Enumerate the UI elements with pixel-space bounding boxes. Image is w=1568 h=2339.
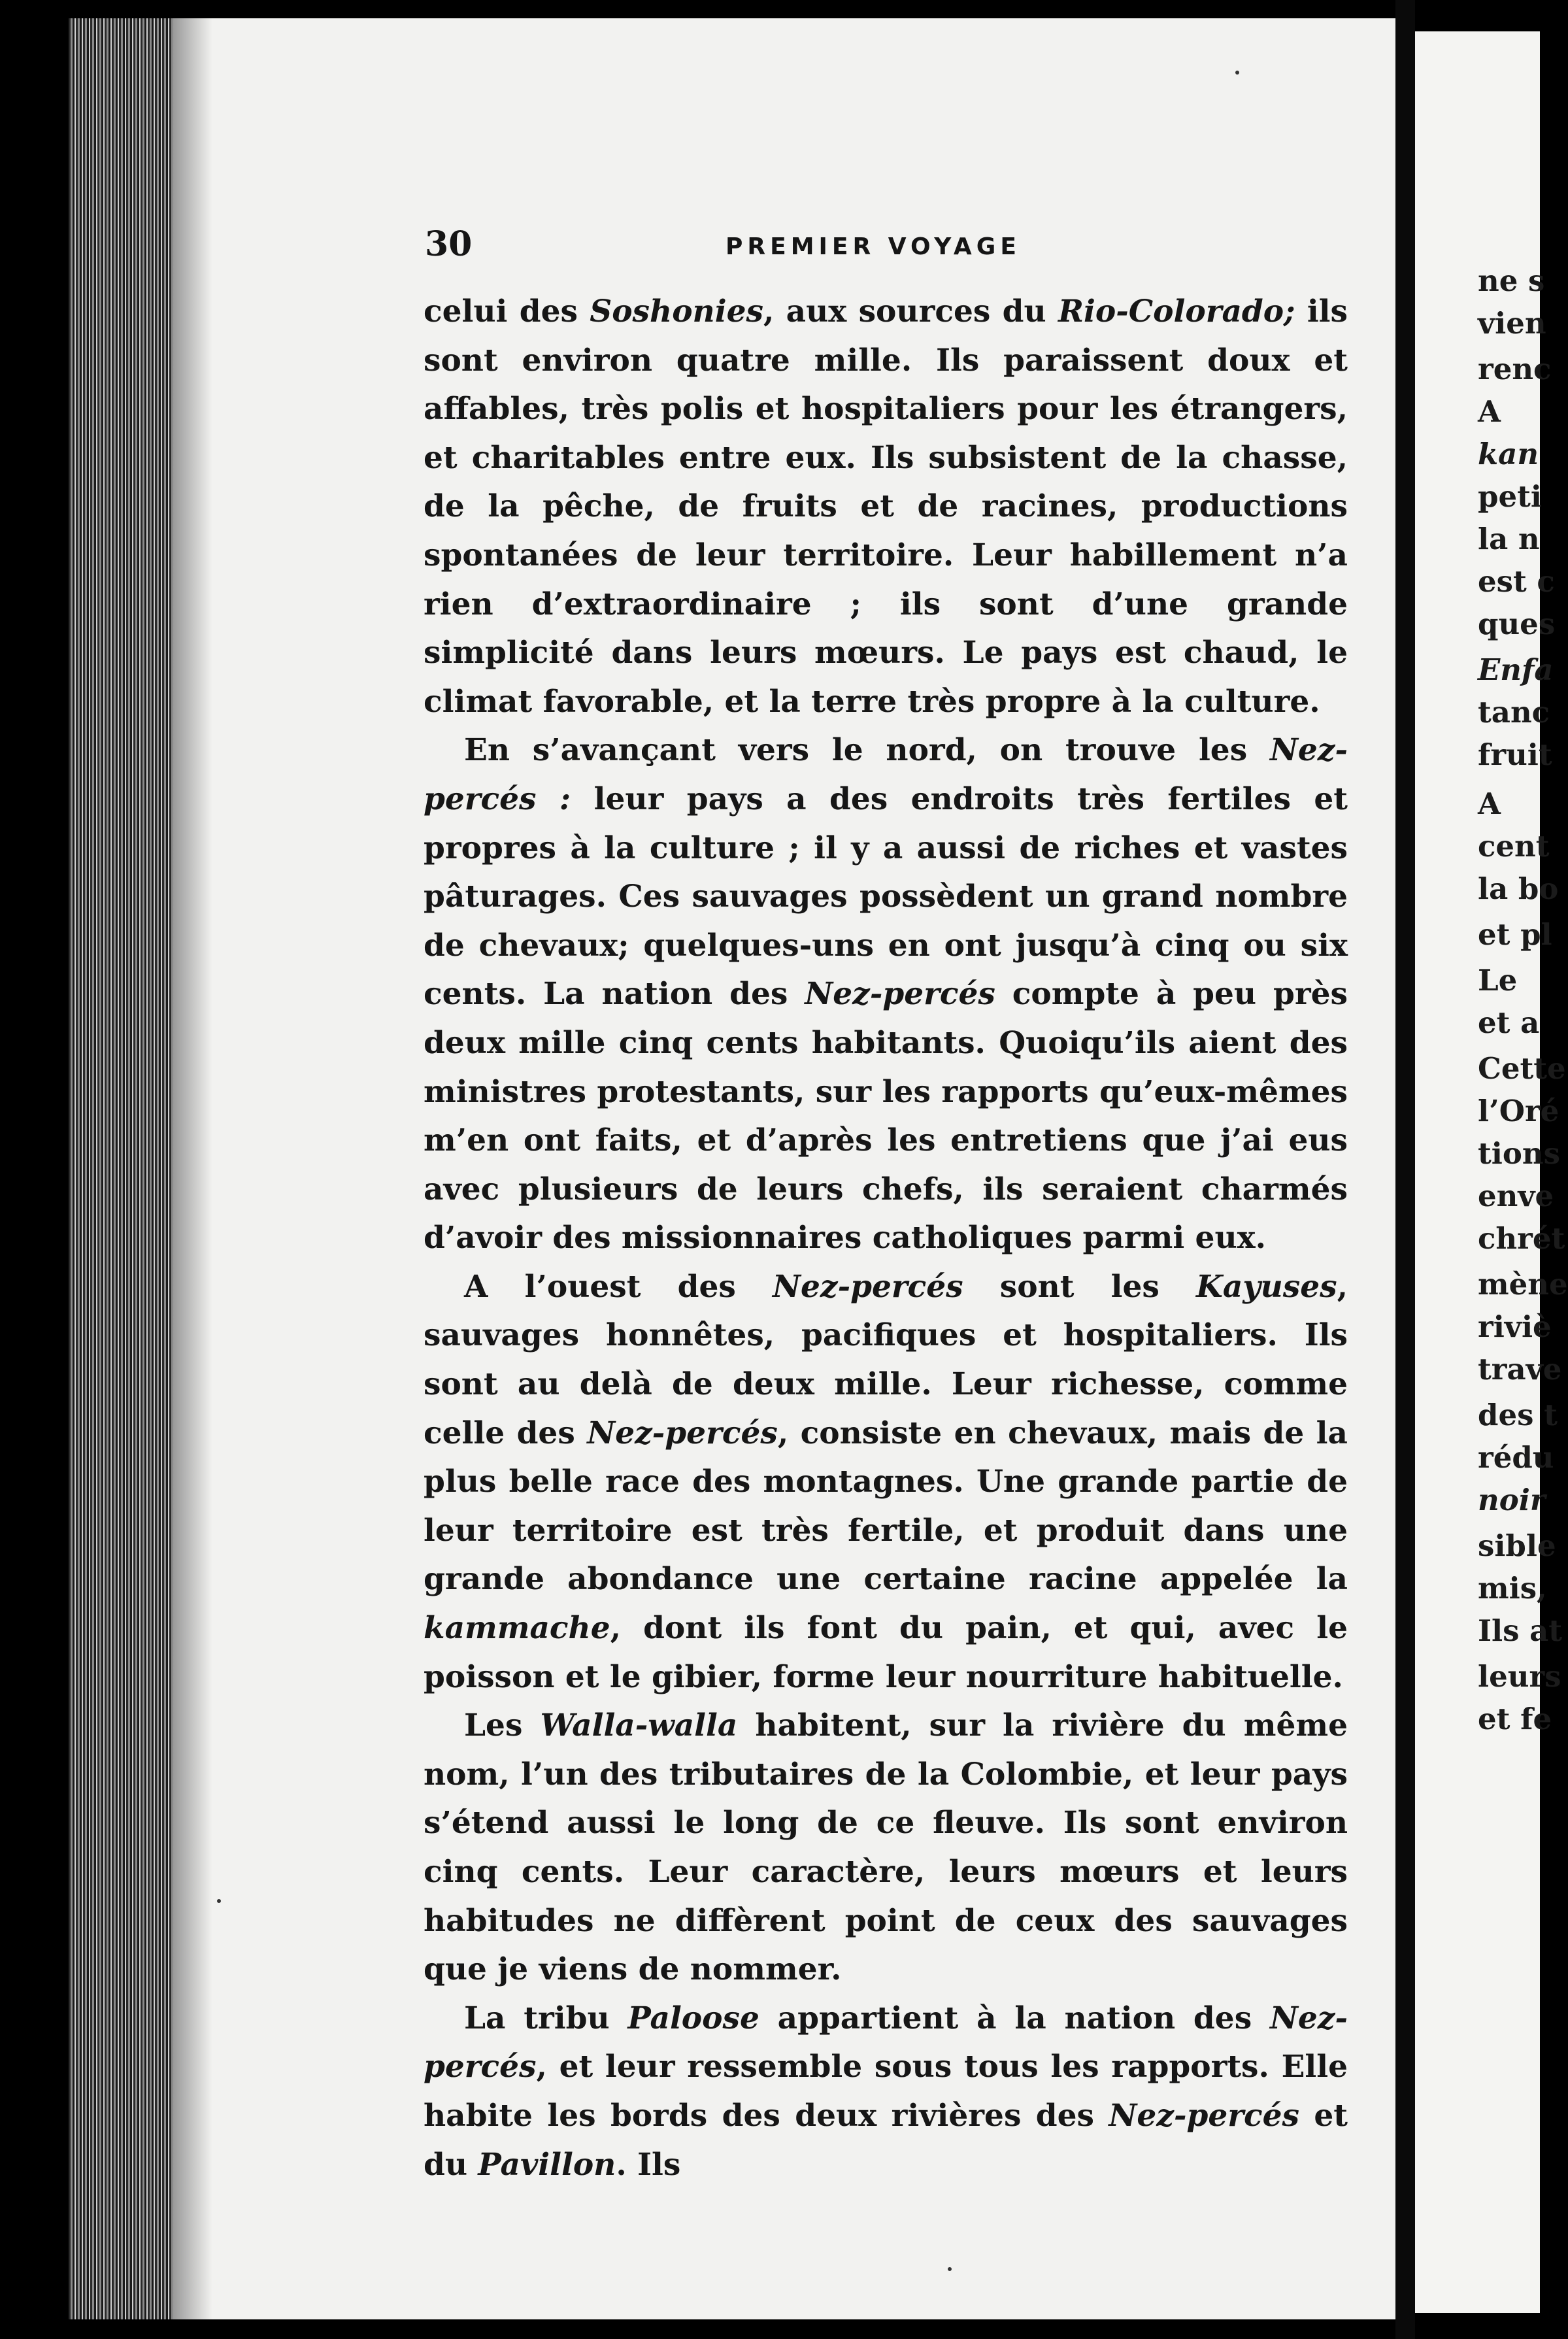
paragraph xyxy=(424,1702,1348,1994)
facing-page-line: renc xyxy=(1478,352,1552,386)
text-run: , aux sources du xyxy=(763,294,1058,329)
text-run: sont les xyxy=(963,1268,1197,1305)
italic-text-run: Pavillon xyxy=(478,2146,616,2183)
text-run: et du xyxy=(424,2097,1348,2183)
facing-page-line: trave xyxy=(1478,1352,1562,1387)
facing-page-line: tanc xyxy=(1478,695,1550,730)
facing-page-line: vien xyxy=(1478,306,1546,341)
facing-page-line: kan xyxy=(1478,437,1539,471)
facing-page-line: des t xyxy=(1478,1398,1558,1432)
text-run: leur pays a des endroits très fertiles et propres à la culture ; il y a aussi de riches et vastes pâturages. Ces sauvages possèdent un grand nombre de chevaux; quelques-uns en ont jusqu’à cinq ou six cents. La nation des xyxy=(424,781,1348,1013)
italic-text-run: Paloose xyxy=(627,2000,759,2036)
scan-speck xyxy=(217,1899,221,1903)
text-run: , sauvages honnêtes, pacifiques et hospitaliers. Ils sont au delà de deux mille. Leur richesse, comme celle des xyxy=(424,1268,1348,1451)
facing-page-line: noir xyxy=(1478,1483,1546,1517)
facing-page-line: tions xyxy=(1478,1136,1560,1171)
facing-page-line: A xyxy=(1478,786,1501,821)
facing-page-line: sible xyxy=(1478,1528,1556,1563)
paragraph xyxy=(424,1263,1348,1702)
facing-page-line: est c xyxy=(1478,564,1555,599)
facing-page-line: Ils at xyxy=(1478,1613,1563,1648)
facing-page-line: fruit xyxy=(1478,737,1552,772)
text-run: appartient à la nation des xyxy=(759,2000,1270,2036)
paragraph xyxy=(424,726,1348,1263)
paragraph xyxy=(424,288,1348,726)
facing-page-line: A xyxy=(1478,394,1501,429)
text-run: celui des xyxy=(424,294,590,329)
text-run: La tribu xyxy=(464,2000,628,2036)
book-gutter xyxy=(1395,0,1415,2339)
facing-page-line: mis, xyxy=(1478,1571,1547,1606)
italic-text-run: Kayuses xyxy=(1196,1268,1337,1305)
facing-page-line: et fe xyxy=(1478,1702,1552,1736)
facing-page-line: mène xyxy=(1478,1267,1568,1302)
italic-text-run: kammache xyxy=(424,1610,610,1647)
facing-page-line: ques xyxy=(1478,607,1556,641)
facing-page-line: et a xyxy=(1478,1005,1540,1040)
page-block-edges xyxy=(69,18,173,2319)
facing-page-line: rédu xyxy=(1478,1440,1554,1475)
text-run: A l’ouest des xyxy=(464,1268,773,1305)
paragraph xyxy=(424,1994,1348,2189)
italic-text-run: Nez-percés xyxy=(773,1268,963,1305)
page-edge-shadow xyxy=(173,18,212,2319)
facing-page xyxy=(1415,31,1568,2313)
facing-page-line: la bo xyxy=(1478,871,1559,906)
facing-page-line: Enfa xyxy=(1478,652,1554,687)
text-run: Les xyxy=(464,1708,541,1744)
italic-text-run: Soshonies xyxy=(590,294,763,329)
facing-page-line: Le xyxy=(1478,963,1518,998)
italic-text-run: Nez-percés : xyxy=(424,732,1348,817)
facing-page-line: cent xyxy=(1478,829,1550,864)
page-number: 30 xyxy=(425,224,473,264)
facing-page-line: la n xyxy=(1478,522,1540,556)
text-run: . Ils xyxy=(616,2146,681,2183)
facing-page-line: ne s xyxy=(1478,263,1545,298)
text-run: En s’avançant vers le nord, on trouve les xyxy=(464,732,1270,769)
italic-text-run: Nez-percés xyxy=(587,1415,778,1451)
facing-page-line: enve xyxy=(1478,1179,1554,1213)
italic-text-run: Nez-percés xyxy=(1109,2097,1299,2134)
text-run: compte à peu près deux mille cinq cents habitants. Quoiqu’ils aient des ministres protestants, sur les rapports qu’eux-mêmes m’en ont faits, et d’après les entretiens que j’ai eus avec plusieurs de leurs chefs, ils seraient charmés d’avoir des missionnaires catholiques parmi eux. xyxy=(424,976,1348,1256)
running-title: PREMIER VOYAGE xyxy=(726,233,1021,260)
facing-page-line: riviè xyxy=(1478,1309,1552,1344)
facing-page-line: leurs xyxy=(1478,1659,1561,1694)
text-run: , et leur ressemble sous tous les rapports. Elle habite les bords des deux rivières des xyxy=(424,2049,1348,2134)
facing-page-line: et pl xyxy=(1478,917,1552,952)
italic-text-run: Walla-walla xyxy=(540,1708,738,1744)
text-run: habitent, sur la rivière du même nom, l’un des tributaires de la Colombie, et leur pays s’étend aussi le long de ce fleuve. Ils sont environ cinq cents. Leur caractère, leurs mœurs et leurs habitudes ne diffèrent point de ceux des sauvages que je viens de nommer. xyxy=(424,1708,1348,1988)
facing-page-line: Cette xyxy=(1478,1051,1566,1086)
text-run: , dont ils font du pain, et qui, avec le poisson et le gibier, forme leur nourriture habituelle. xyxy=(424,1610,1348,1695)
facing-page-line: peti xyxy=(1478,479,1542,514)
scan-speck xyxy=(1235,71,1239,75)
body-text xyxy=(424,288,1348,2189)
text-run: ils sont environ quatre mille. Ils paraissent doux et affables, très polis et hospitaliers pour les étrangers, et charitables entre eux. Ils subsistent de la chasse, de la pêche, de fruits et de racines, productions spontanées de leur territoire. Leur habillement n’a rien d’extraordinaire ; ils sont d’une grande simplicité dans leurs mœurs. Le pays est chaud, le climat favorable, et la terre très propre à la culture. xyxy=(424,294,1348,720)
scan-speck xyxy=(948,2267,952,2271)
text-run: , consiste en chevaux, mais de la plus belle race des montagnes. Une grande partie de leur territoire est très fertile, et produit dans une grande abondance une certaine racine appelée la xyxy=(424,1415,1348,1598)
facing-page-line: l’Oré xyxy=(1478,1094,1560,1128)
facing-page-line: chrét xyxy=(1478,1221,1565,1256)
italic-text-run: Nez-percés xyxy=(805,976,995,1013)
italic-text-run: Rio-Colorado; xyxy=(1058,294,1295,329)
italic-text-run: Nez-percés xyxy=(424,2000,1348,2085)
